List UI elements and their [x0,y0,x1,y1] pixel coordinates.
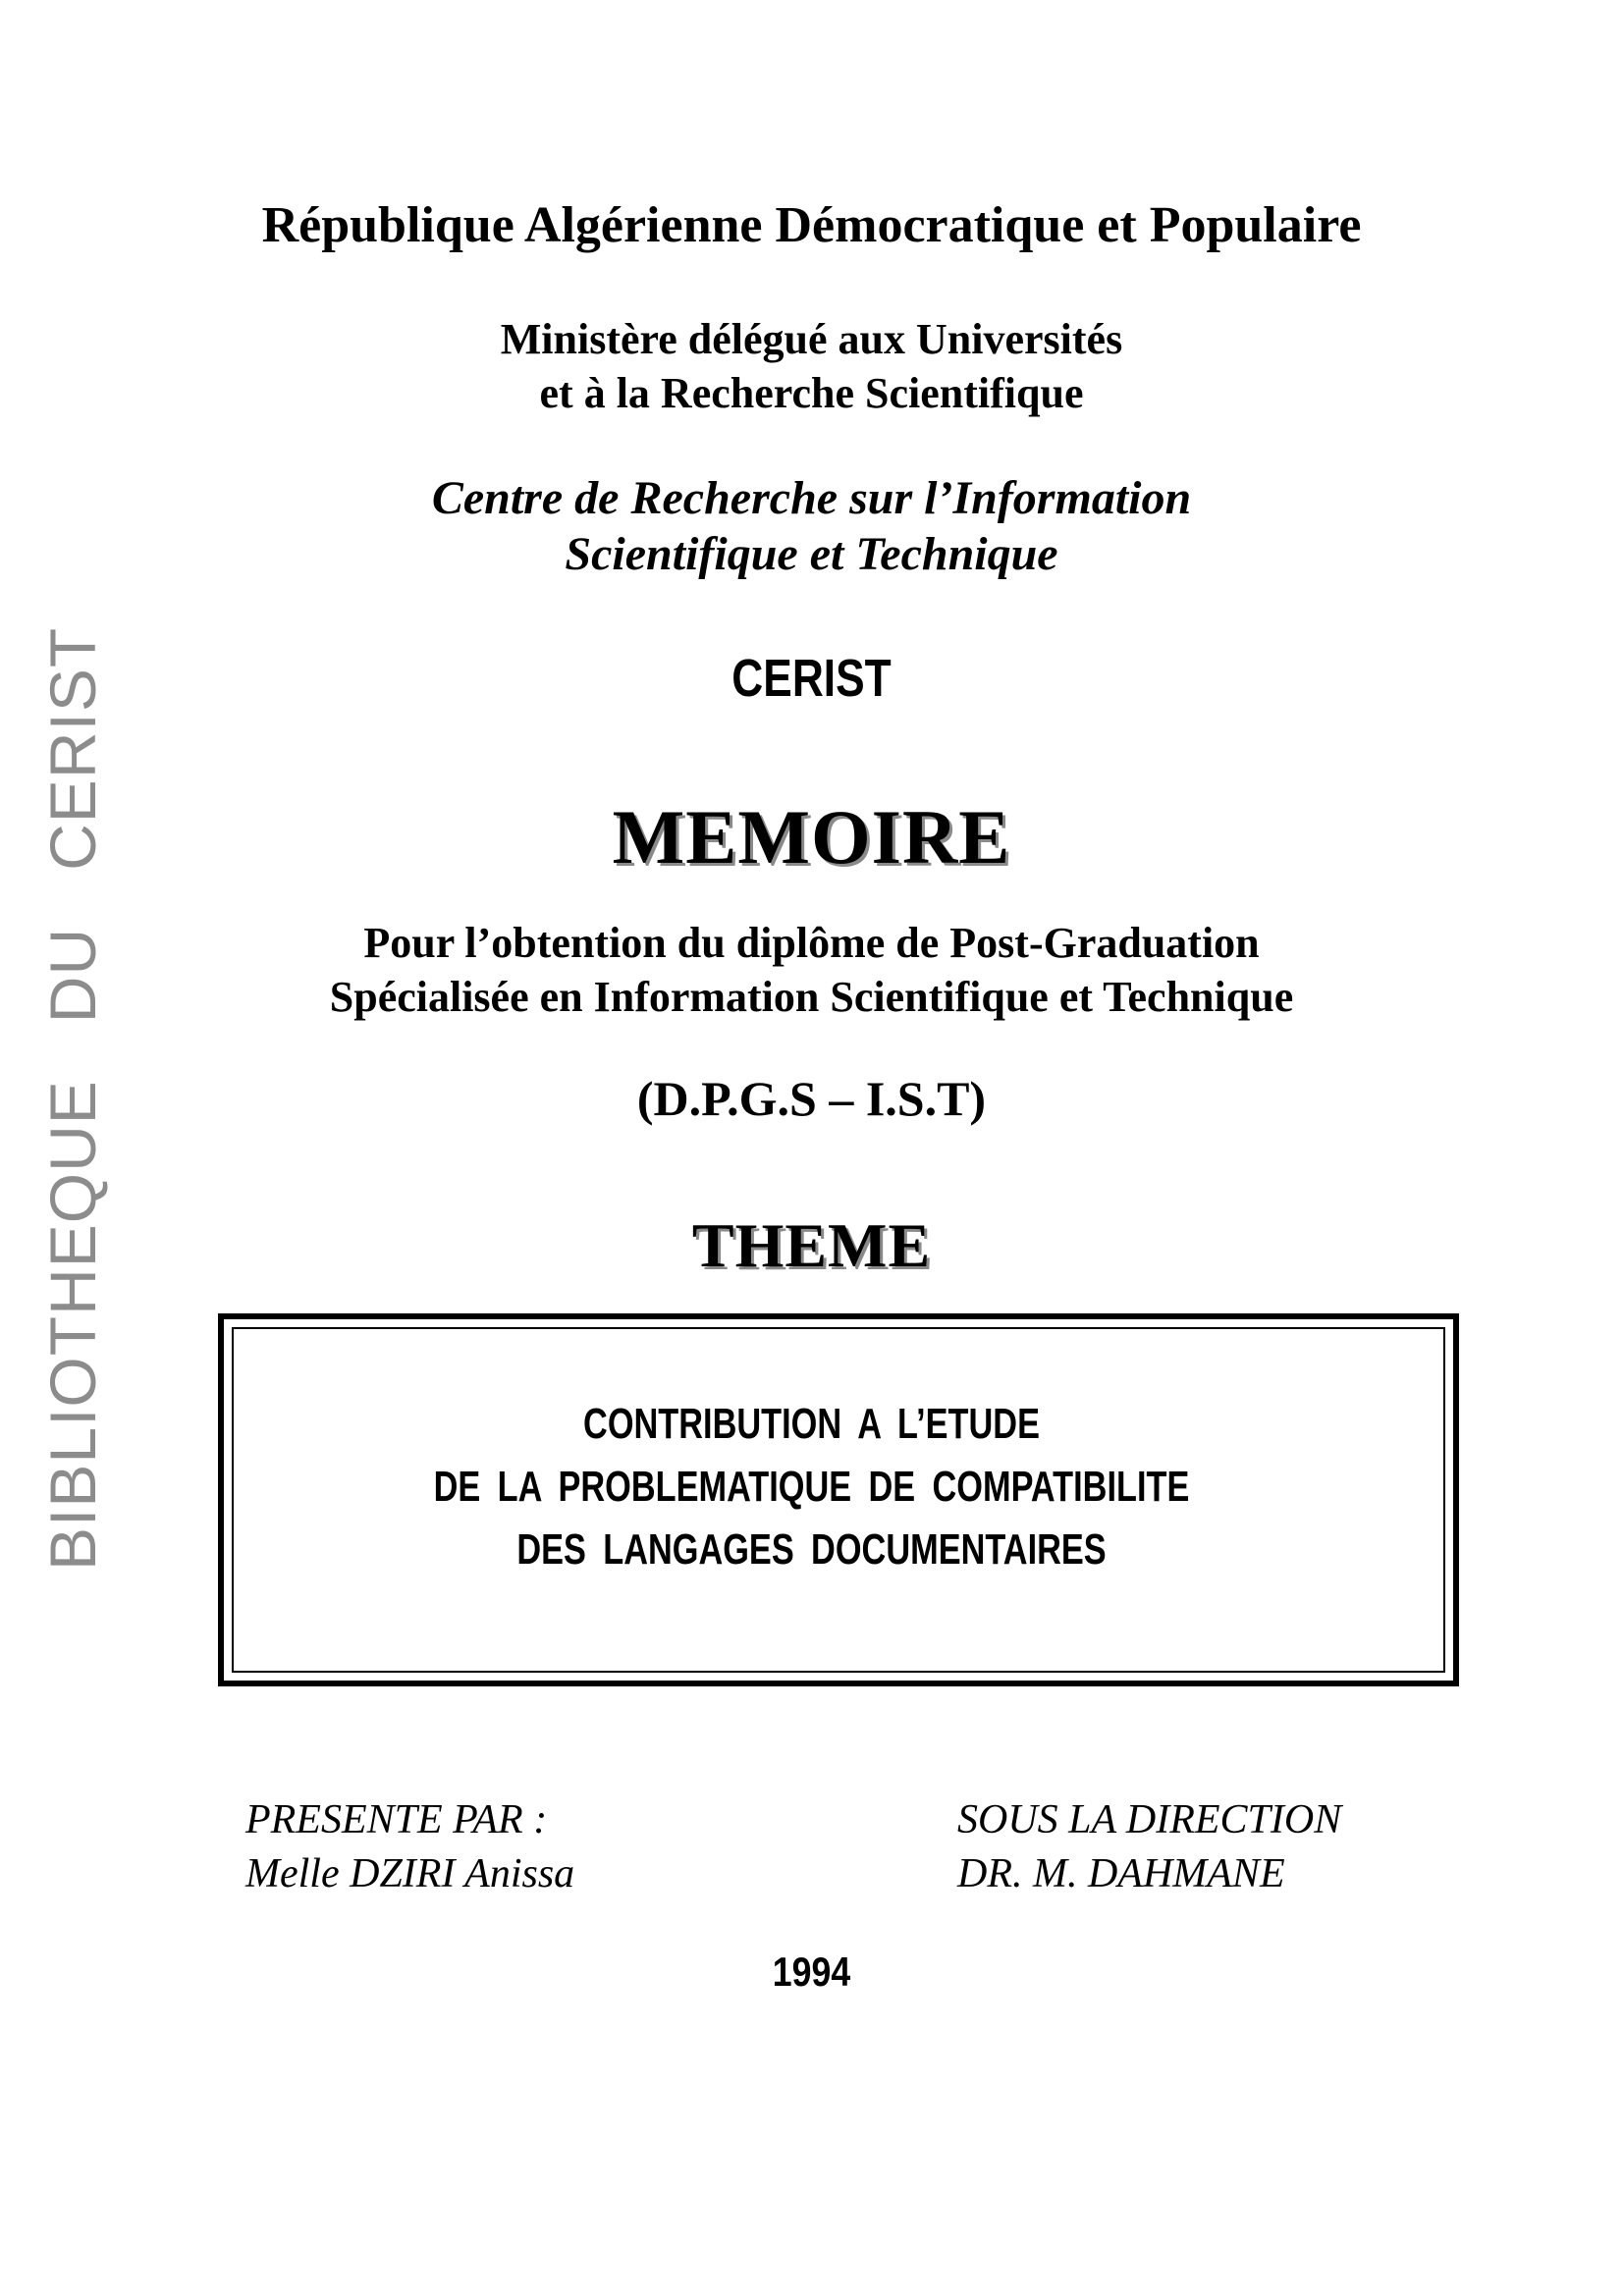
author-name: Melle DZIRI Anissa [245,1851,575,1896]
topic-line-3: DES LANGAGES DOCUMENTAIRES [516,1525,1107,1574]
centre-line-2: Scientifique et Technique [565,528,1058,580]
year: 1994 [772,1949,851,1995]
centre-line-1: Centre de Recherche sur l’Information [431,472,1192,524]
presented-by-label: PRESENTE PAR : [245,1797,548,1842]
library-watermark: BIBLIOTHEQUE DU CERIST [36,626,109,1571]
diploma-code: (D.P.G.S – I.S.T) [636,1071,987,1126]
topic-line-1: CONTRIBUTION A L’ETUDE [583,1400,1040,1448]
ministry-line-1: Ministère délégué aux Universités [500,315,1123,363]
cerist-acronym: CERIST [731,649,892,708]
director-name: DR. M. DAHMANE [957,1851,1285,1896]
ministry-line-2: et à la Recherche Scientifique [539,369,1084,417]
theme-heading: THEME [691,1210,932,1280]
document-type-heading: MEMOIRE [612,794,1011,880]
diploma-purpose-line-2: Spécialisée en Information Scientifique et Technique [329,973,1294,1021]
topic-line-2: DE LA PROBLEMATIQUE DE COMPATIBILITE [433,1463,1190,1511]
republic-title: République Algérienne Démocratique et Populaire [261,197,1362,253]
diploma-purpose-line-1: Pour l’obtention du diplôme de Post-Graduation [363,919,1260,967]
direction-label: SOUS LA DIRECTION [957,1797,1342,1842]
